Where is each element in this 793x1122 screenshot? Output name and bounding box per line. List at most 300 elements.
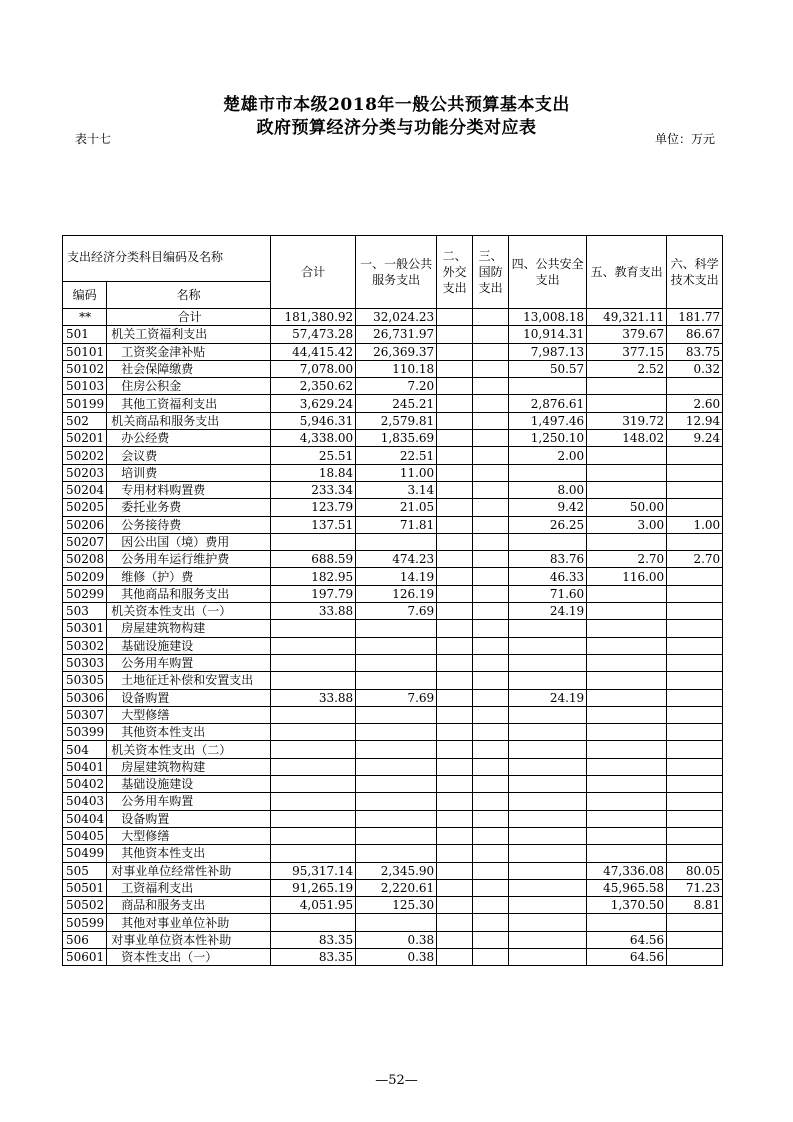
cell-c1: 26,369.37 [356, 343, 437, 360]
cell-c1: 3.14 [356, 481, 437, 498]
cell-c2 [437, 603, 473, 620]
cell-c5: 377.15 [587, 343, 667, 360]
row-name: 工资福利支出 [107, 879, 271, 896]
cell-total [271, 724, 356, 741]
cell-c3 [473, 706, 509, 723]
cell-c5 [587, 689, 667, 706]
row-code: 50599 [63, 914, 107, 931]
cell-c5: 49,321.11 [587, 309, 667, 326]
cell-c5: 2.52 [587, 360, 667, 377]
table-row [63, 654, 723, 671]
row-code: 50401 [63, 758, 107, 775]
cell-c4: 50.57 [509, 360, 587, 377]
row-name: 基础设施建设 [107, 776, 271, 793]
table-row [63, 430, 723, 447]
cell-c1: 1,835.69 [356, 430, 437, 447]
cell-c5: 64.56 [587, 931, 667, 948]
cell-c3 [473, 326, 509, 343]
row-code: 50206 [63, 516, 107, 533]
cell-c5 [587, 654, 667, 671]
cell-c4: 2.00 [509, 447, 587, 464]
cell-c5: 2.70 [587, 551, 667, 568]
header-national-defense: 三、国防支出 [473, 236, 509, 309]
row-name: 房屋建筑物构建 [107, 620, 271, 637]
row-code: 50403 [63, 793, 107, 810]
row-code: 502 [63, 412, 107, 429]
cell-c5 [587, 827, 667, 844]
cell-c2 [437, 568, 473, 585]
header-foreign-affairs: 二、外交支出 [437, 236, 473, 309]
cell-c4 [509, 724, 587, 741]
cell-c2 [437, 395, 473, 412]
cell-c5 [587, 620, 667, 637]
row-name: 对事业单位经常性补助 [107, 862, 271, 879]
row-code: 50103 [63, 378, 107, 395]
cell-c5 [587, 603, 667, 620]
cell-c2 [437, 845, 473, 862]
cell-c4 [509, 741, 587, 758]
cell-c3 [473, 309, 509, 326]
cell-c2 [437, 430, 473, 447]
row-code: 50601 [63, 948, 107, 965]
header-public-security: 四、公共安全支出 [509, 236, 587, 309]
cell-total [271, 914, 356, 931]
cell-c5: 47,336.08 [587, 862, 667, 879]
table-row [63, 862, 723, 879]
table-row [63, 689, 723, 706]
cell-total [271, 637, 356, 654]
cell-c1 [356, 827, 437, 844]
cell-c3 [473, 948, 509, 965]
cell-c3 [473, 810, 509, 827]
table-row [63, 343, 723, 360]
cell-c4: 71.60 [509, 585, 587, 602]
row-name: 机关工资福利支出 [107, 326, 271, 343]
cell-c1: 71.81 [356, 516, 437, 533]
cell-c3 [473, 776, 509, 793]
cell-c2 [437, 827, 473, 844]
unit-label: 单位：万元 [655, 132, 716, 146]
cell-c2 [437, 948, 473, 965]
cell-c3 [473, 931, 509, 948]
cell-c4: 24.19 [509, 689, 587, 706]
cell-c2 [437, 360, 473, 377]
row-code: 50201 [63, 430, 107, 447]
row-name: 工资奖金津补贴 [107, 343, 271, 360]
table-row [63, 810, 723, 827]
row-name: 公务接待费 [107, 516, 271, 533]
cell-c2 [437, 516, 473, 533]
row-name: 大型修缮 [107, 827, 271, 844]
header-subject: 支出经济分类科目编码及名称 [63, 236, 271, 282]
table-row [63, 793, 723, 810]
table-row [63, 533, 723, 550]
cell-c6 [667, 654, 723, 671]
row-code: 50202 [63, 447, 107, 464]
header-education: 五、教育支出 [587, 236, 667, 309]
cell-c4 [509, 758, 587, 775]
cell-c5 [587, 533, 667, 550]
cell-c1: 245.21 [356, 395, 437, 412]
row-code: 50402 [63, 776, 107, 793]
cell-c3 [473, 430, 509, 447]
cell-total [271, 672, 356, 689]
cell-total [271, 810, 356, 827]
cell-c4: 9.42 [509, 499, 587, 516]
table-row [63, 360, 723, 377]
cell-c1 [356, 758, 437, 775]
cell-c1 [356, 914, 437, 931]
cell-total: 181,380.92 [271, 309, 356, 326]
cell-c2 [437, 776, 473, 793]
cell-c6 [667, 464, 723, 481]
row-name: 委托业务费 [107, 499, 271, 516]
cell-c3 [473, 378, 509, 395]
cell-c3 [473, 724, 509, 741]
table-row [63, 326, 723, 343]
cell-c6 [667, 845, 723, 862]
cell-total [271, 620, 356, 637]
table-row [63, 620, 723, 637]
row-name: 其他对事业单位补助 [107, 914, 271, 931]
cell-c3 [473, 603, 509, 620]
cell-c3 [473, 447, 509, 464]
cell-c1: 32,024.23 [356, 309, 437, 326]
cell-c1 [356, 654, 437, 671]
cell-total: 123.79 [271, 499, 356, 516]
cell-c2 [437, 551, 473, 568]
row-name: 会议费 [107, 447, 271, 464]
cell-c4: 10,914.31 [509, 326, 587, 343]
table-row [63, 309, 723, 326]
cell-total: 95,317.14 [271, 862, 356, 879]
table-row [63, 845, 723, 862]
cell-c3 [473, 862, 509, 879]
header-general-public-services: 一、一般公共服务支出 [356, 236, 437, 309]
cell-c5: 319.72 [587, 412, 667, 429]
cell-c6: 71.23 [667, 879, 723, 896]
cell-c6 [667, 481, 723, 498]
cell-c1 [356, 620, 437, 637]
cell-c2 [437, 447, 473, 464]
header-science-technology: 六、科学技术支出 [667, 236, 723, 309]
cell-c5 [587, 776, 667, 793]
cell-c6 [667, 499, 723, 516]
cell-c2 [437, 412, 473, 429]
table-row [63, 395, 723, 412]
cell-c4 [509, 793, 587, 810]
table-row [63, 741, 723, 758]
row-name: 设备购置 [107, 689, 271, 706]
cell-total: 137.51 [271, 516, 356, 533]
cell-c4 [509, 464, 587, 481]
row-code: 50405 [63, 827, 107, 844]
cell-c3 [473, 914, 509, 931]
row-code: 50307 [63, 706, 107, 723]
cell-c3 [473, 568, 509, 585]
cell-c4: 1,250.10 [509, 430, 587, 447]
cell-c3 [473, 481, 509, 498]
cell-c4: 2,876.61 [509, 395, 587, 412]
table-row [63, 637, 723, 654]
cell-c5 [587, 706, 667, 723]
row-name: 公务用车运行维护费 [107, 551, 271, 568]
cell-total [271, 776, 356, 793]
header-total: 合计 [271, 236, 356, 309]
row-code: 50204 [63, 481, 107, 498]
cell-c1: 14.19 [356, 568, 437, 585]
cell-total: 33.88 [271, 689, 356, 706]
cell-c5: 116.00 [587, 568, 667, 585]
cell-c2 [437, 343, 473, 360]
cell-c3 [473, 395, 509, 412]
cell-c6 [667, 810, 723, 827]
table-row [63, 776, 723, 793]
row-name: 对事业单位资本性补助 [107, 931, 271, 948]
row-name: 办公经费 [107, 430, 271, 447]
cell-c5 [587, 758, 667, 775]
row-name: 房屋建筑物构建 [107, 758, 271, 775]
cell-c4 [509, 897, 587, 914]
row-code: 50203 [63, 464, 107, 481]
cell-c6 [667, 533, 723, 550]
cell-c2 [437, 914, 473, 931]
row-code: 506 [63, 931, 107, 948]
table-row [63, 481, 723, 498]
row-name: 公务用车购置 [107, 654, 271, 671]
row-name: 公务用车购置 [107, 793, 271, 810]
cell-total [271, 533, 356, 550]
cell-c4 [509, 654, 587, 671]
cell-c5: 45,965.58 [587, 879, 667, 896]
cell-c2 [437, 758, 473, 775]
row-name: 其他资本性支出 [107, 845, 271, 862]
cell-c1: 7.69 [356, 603, 437, 620]
cell-total [271, 654, 356, 671]
cell-c1: 110.18 [356, 360, 437, 377]
cell-c4 [509, 810, 587, 827]
cell-c5: 148.02 [587, 430, 667, 447]
table-row [63, 603, 723, 620]
row-code: 504 [63, 741, 107, 758]
cell-c5: 379.67 [587, 326, 667, 343]
row-code: 503 [63, 603, 107, 620]
row-name: 土地征迁补偿和安置支出 [107, 672, 271, 689]
cell-total: 44,415.42 [271, 343, 356, 360]
cell-c2 [437, 499, 473, 516]
cell-c4: 7,987.13 [509, 343, 587, 360]
cell-total [271, 793, 356, 810]
cell-c2 [437, 810, 473, 827]
cell-c5: 3.00 [587, 516, 667, 533]
cell-total: 7,078.00 [271, 360, 356, 377]
cell-c3 [473, 793, 509, 810]
cell-c3 [473, 464, 509, 481]
cell-c1: 2,345.90 [356, 862, 437, 879]
cell-c6 [667, 568, 723, 585]
row-code: 50205 [63, 499, 107, 516]
row-name: 培训费 [107, 464, 271, 481]
cell-total: 57,473.28 [271, 326, 356, 343]
cell-c1: 7.20 [356, 378, 437, 395]
cell-c5 [587, 395, 667, 412]
cell-c3 [473, 412, 509, 429]
row-code: 50102 [63, 360, 107, 377]
cell-c4 [509, 862, 587, 879]
header-name: 名称 [107, 282, 271, 309]
table-row [63, 706, 723, 723]
cell-c6 [667, 603, 723, 620]
cell-c2 [437, 793, 473, 810]
cell-c6 [667, 741, 723, 758]
table-row [63, 879, 723, 896]
table-row [63, 897, 723, 914]
cell-c1 [356, 724, 437, 741]
table-row [63, 948, 723, 965]
cell-c4 [509, 672, 587, 689]
cell-c3 [473, 741, 509, 758]
cell-c2 [437, 585, 473, 602]
cell-total: 4,338.00 [271, 430, 356, 447]
cell-c3 [473, 499, 509, 516]
row-code: 50302 [63, 637, 107, 654]
table-row [63, 827, 723, 844]
cell-c2 [437, 326, 473, 343]
row-code: 501 [63, 326, 107, 343]
cell-c6 [667, 620, 723, 637]
cell-c3 [473, 654, 509, 671]
cell-c4 [509, 879, 587, 896]
cell-c6 [667, 827, 723, 844]
cell-c4: 1,497.46 [509, 412, 587, 429]
cell-c3 [473, 620, 509, 637]
cell-c2 [437, 672, 473, 689]
cell-c3 [473, 897, 509, 914]
cell-c6 [667, 706, 723, 723]
row-name: 合计 [107, 309, 271, 326]
cell-c1: 21.05 [356, 499, 437, 516]
cell-c6 [667, 776, 723, 793]
row-name: 专用材料购置费 [107, 481, 271, 498]
cell-c4: 46.33 [509, 568, 587, 585]
row-name: 其他商品和服务支出 [107, 585, 271, 602]
cell-c4 [509, 533, 587, 550]
cell-c4: 26.25 [509, 516, 587, 533]
cell-total [271, 741, 356, 758]
cell-c3 [473, 533, 509, 550]
cell-c6 [667, 948, 723, 965]
cell-c1 [356, 776, 437, 793]
cell-c3 [473, 551, 509, 568]
cell-c3 [473, 758, 509, 775]
cell-c4 [509, 931, 587, 948]
row-name: 大型修缮 [107, 706, 271, 723]
table-row [63, 568, 723, 585]
cell-c6 [667, 758, 723, 775]
row-code: 50303 [63, 654, 107, 671]
row-name: 维修（护）费 [107, 568, 271, 585]
row-name: 资本性支出（一） [107, 948, 271, 965]
row-code: 50207 [63, 533, 107, 550]
table-row [63, 499, 723, 516]
cell-c6 [667, 724, 723, 741]
cell-c3 [473, 827, 509, 844]
document-title-line2: 政府预算经济分类与功能分类对应表 [256, 118, 537, 138]
cell-total: 2,350.62 [271, 378, 356, 395]
table-row [63, 585, 723, 602]
cell-c5 [587, 741, 667, 758]
row-name: 设备购置 [107, 810, 271, 827]
cell-c1 [356, 672, 437, 689]
table-row [63, 464, 723, 481]
cell-c2 [437, 620, 473, 637]
cell-c5: 50.00 [587, 499, 667, 516]
cell-c1: 0.38 [356, 948, 437, 965]
row-code: 50501 [63, 879, 107, 896]
table-row [63, 516, 723, 533]
cell-total [271, 827, 356, 844]
cell-total: 25.51 [271, 447, 356, 464]
row-code: 505 [63, 862, 107, 879]
table-row [63, 378, 723, 395]
cell-total: 5,946.31 [271, 412, 356, 429]
cell-c3 [473, 585, 509, 602]
cell-c4 [509, 914, 587, 931]
row-code: 50306 [63, 689, 107, 706]
row-code: 50305 [63, 672, 107, 689]
cell-c4 [509, 845, 587, 862]
cell-total: 91,265.19 [271, 879, 356, 896]
cell-total: 3,629.24 [271, 395, 356, 412]
cell-c5 [587, 378, 667, 395]
row-code: 50301 [63, 620, 107, 637]
cell-c6 [667, 447, 723, 464]
cell-c5 [587, 481, 667, 498]
cell-c4: 24.19 [509, 603, 587, 620]
cell-c4: 13,008.18 [509, 309, 587, 326]
table-row [63, 412, 723, 429]
cell-c6 [667, 672, 723, 689]
cell-total [271, 758, 356, 775]
cell-c1 [356, 810, 437, 827]
cell-c2 [437, 654, 473, 671]
cell-c1 [356, 637, 437, 654]
row-code: 50499 [63, 845, 107, 862]
cell-c6 [667, 689, 723, 706]
cell-c6: 2.70 [667, 551, 723, 568]
cell-c3 [473, 516, 509, 533]
cell-c4 [509, 378, 587, 395]
document-title-line1: 楚雄市市本级2018年一般公共预算基本支出 [223, 95, 570, 115]
row-name: 因公出国（境）费用 [107, 533, 271, 550]
row-code: 50502 [63, 897, 107, 914]
cell-c4: 83.76 [509, 551, 587, 568]
cell-c5 [587, 672, 667, 689]
row-code: 50208 [63, 551, 107, 568]
cell-c6: 86.67 [667, 326, 723, 343]
cell-total: 688.59 [271, 551, 356, 568]
row-name: 其他资本性支出 [107, 724, 271, 741]
table-row [63, 724, 723, 741]
cell-c3 [473, 360, 509, 377]
cell-c2 [437, 378, 473, 395]
cell-c6 [667, 931, 723, 948]
cell-c5 [587, 793, 667, 810]
cell-c1 [356, 793, 437, 810]
cell-c3 [473, 879, 509, 896]
cell-total: 182.95 [271, 568, 356, 585]
cell-c6: 8.81 [667, 897, 723, 914]
